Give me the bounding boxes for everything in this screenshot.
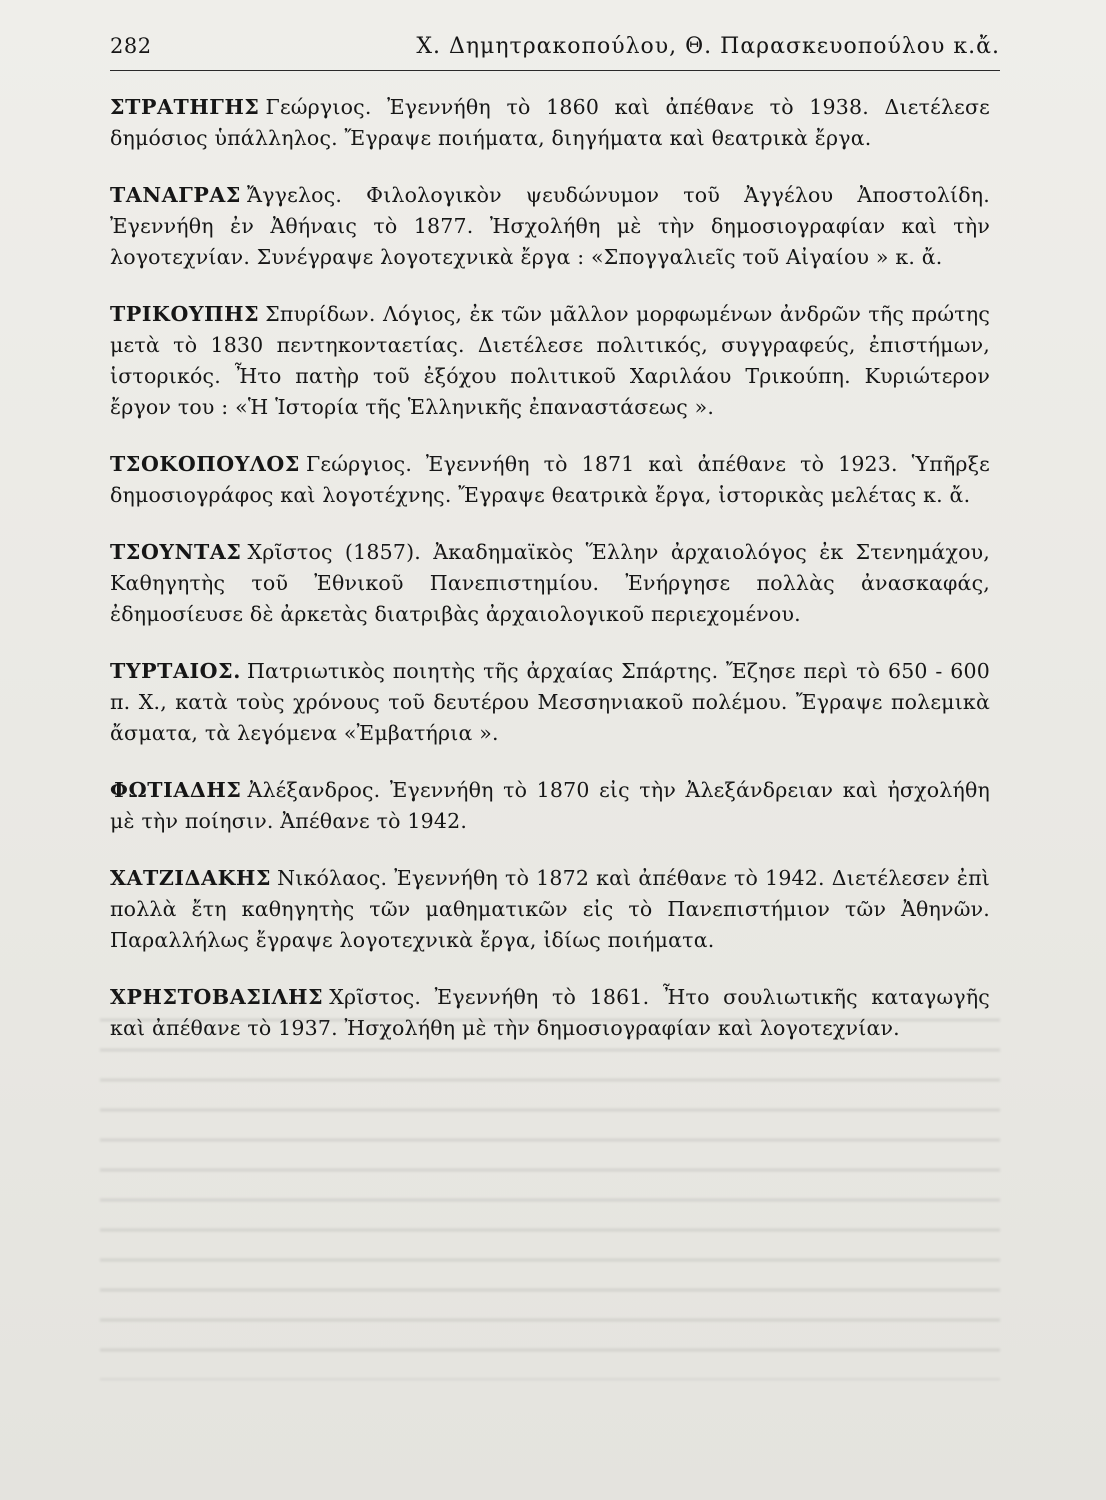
entry-text: Γεώργιος. Ἐγεννήθη τὸ 1860 καὶ ἀπέθανε τὸ 1938. Διετέλεσε δημόσιος ὑπάλληλος. Ἔγραψε ποιήματα, διηγήματα καὶ θεατρικὰ ἔργα. <box>110 95 990 150</box>
entry-trikoupis <box>110 299 990 423</box>
entry-text: Χρῖστος (1857). Ἀκαδημαϊκὸς Ἕλλην ἀρχαιολόγος ἐκ Στενημάχου, Καθηγητὴς τοῦ Ἐθνικοῦ Πανεπιστημίου. Ἐνήργησε πολλὰς ἀνασκαφάς, ἐδημοσίευσε δὲ ἀρκετὰς διατριβὰς ἀρχαιολογικοῦ περιεχομένου. <box>110 540 990 626</box>
entry-text: Πατριωτικὸς ποιητὴς τῆς ἀρχαίας Σπάρτης. Ἔζησε περὶ τὸ 650 - 600 π. Χ., κατὰ τοὺς χρόνους τοῦ δευτέρου Μεσσηνιακοῦ πολέμου. Ἔγραψε πολεμικὰ ἄσματα, τὰ λεγόμενα «Ἐμβατήρια ». <box>110 659 990 745</box>
entry-tanagras <box>110 180 990 273</box>
entry-fotiadis <box>110 775 990 837</box>
entry-stratigis <box>110 92 990 154</box>
entry-chatzidakis <box>110 863 990 956</box>
entry-name: ΤΥΡΤΑΙΟΣ. <box>110 659 241 683</box>
page-header <box>110 30 1000 71</box>
entry-tsokopoulos <box>110 449 990 511</box>
entry-tsountas <box>110 537 990 630</box>
entry-name: ΤΑΝΑΓΡΑΣ <box>110 183 241 207</box>
entry-text: Χρῖστος. Ἐγεννήθη τὸ 1861. Ἦτο σουλιωτικῆς καταγωγῆς καὶ ἀπέθανε τὸ 1937. Ἠσχολήθη μὲ τὴν δημοσιογραφίαν καὶ λογοτεχνίαν. <box>110 985 990 1040</box>
entry-name: ΦΩΤΙΑΔΗΣ <box>110 778 242 802</box>
entry-name: ΤΣΟΥΝΤΑΣ <box>110 540 242 564</box>
entry-name: ΧΡΗΣΤΟΒΑΣΙΛΗΣ <box>110 985 324 1009</box>
entry-text: Ἄγγελος. Φιλολογικὸν ψευδώνυμον τοῦ Ἀγγέλου Ἀποστολίδη. Ἐγεννήθη ἐν Ἀθήναις τὸ 1877. Ἠσχολήθη μὲ τὴν δημοσιογραφίαν καὶ τὴν λογοτεχνίαν. Συνέγραψε λογοτεχνικὰ ἔργα : «Σπογγαλιεῖς τοῦ Αἰγαίου » κ. ἄ. <box>110 183 990 269</box>
entry-name: ΤΣΟΚΟΠΟΥΛΟΣ <box>110 452 300 476</box>
entry-text: Γεώργιος. Ἐγεννήθη τὸ 1871 καὶ ἀπέθανε τὸ 1923. Ὑπῆρξε δημοσιογράφος καὶ λογοτέχνης. Ἔγραψε θεατρικὰ ἔργα, ἱστορικὰς μελέτας κ. ἄ. <box>110 452 990 507</box>
entry-tyrtaios <box>110 656 990 749</box>
entry-name: ΣΤΡΑΤΗΓΗΣ <box>110 95 260 119</box>
entry-text: Νικόλαος. Ἐγεννήθη τὸ 1872 καὶ ἀπέθανε τὸ 1942. Διετέλεσεν ἐπὶ πολλὰ ἔτη καθηγητὴς τῶν μαθηματικῶν εἰς τὸ Πανεπιστήμιον τῶν Ἀθηνῶν. Παραλλήλως ἔγραψε λογοτεχνικὰ ἔργα, ἰδίως ποιήματα. <box>110 866 990 952</box>
entry-text: Ἀλέξανδρος. Ἐγεννήθη τὸ 1870 εἰς τὴν Ἀλεξάνδρειαν καὶ ἠσχολήθη μὲ τὴν ποίησιν. Ἀπέθανε τὸ 1942. <box>110 778 990 833</box>
entry-list <box>110 92 990 1070</box>
entry-name: ΤΡΙΚΟΥΠΗΣ <box>110 302 260 326</box>
show-through-texture <box>100 1000 1000 1380</box>
entry-text: Σπυρίδων. Λόγιος, ἐκ τῶν μᾶλλον μορφωμένων ἀνδρῶν τῆς πρώτης μετὰ τὸ 1830 πεντηκονταετίας. Διετέλεσε πολιτικός, συγγραφεύς, ἐπιστήμων, ἱστορικός. Ἦτο πατὴρ τοῦ ἐξόχου πολιτικοῦ Χαριλάου Τρικούπη. Κυριώτερον ἔργον του : «Ἡ Ἱστορία τῆς Ἑλληνικῆς ἐπαναστάσεως ». <box>110 302 990 419</box>
running-head: Χ. Δημητρακοπούλου, Θ. Παρασκευοπούλου κ.ἄ. <box>416 34 1000 59</box>
page-number: 282 <box>110 34 152 58</box>
entry-name: ΧΑΤΖΙΔΑΚΗΣ <box>110 866 272 890</box>
